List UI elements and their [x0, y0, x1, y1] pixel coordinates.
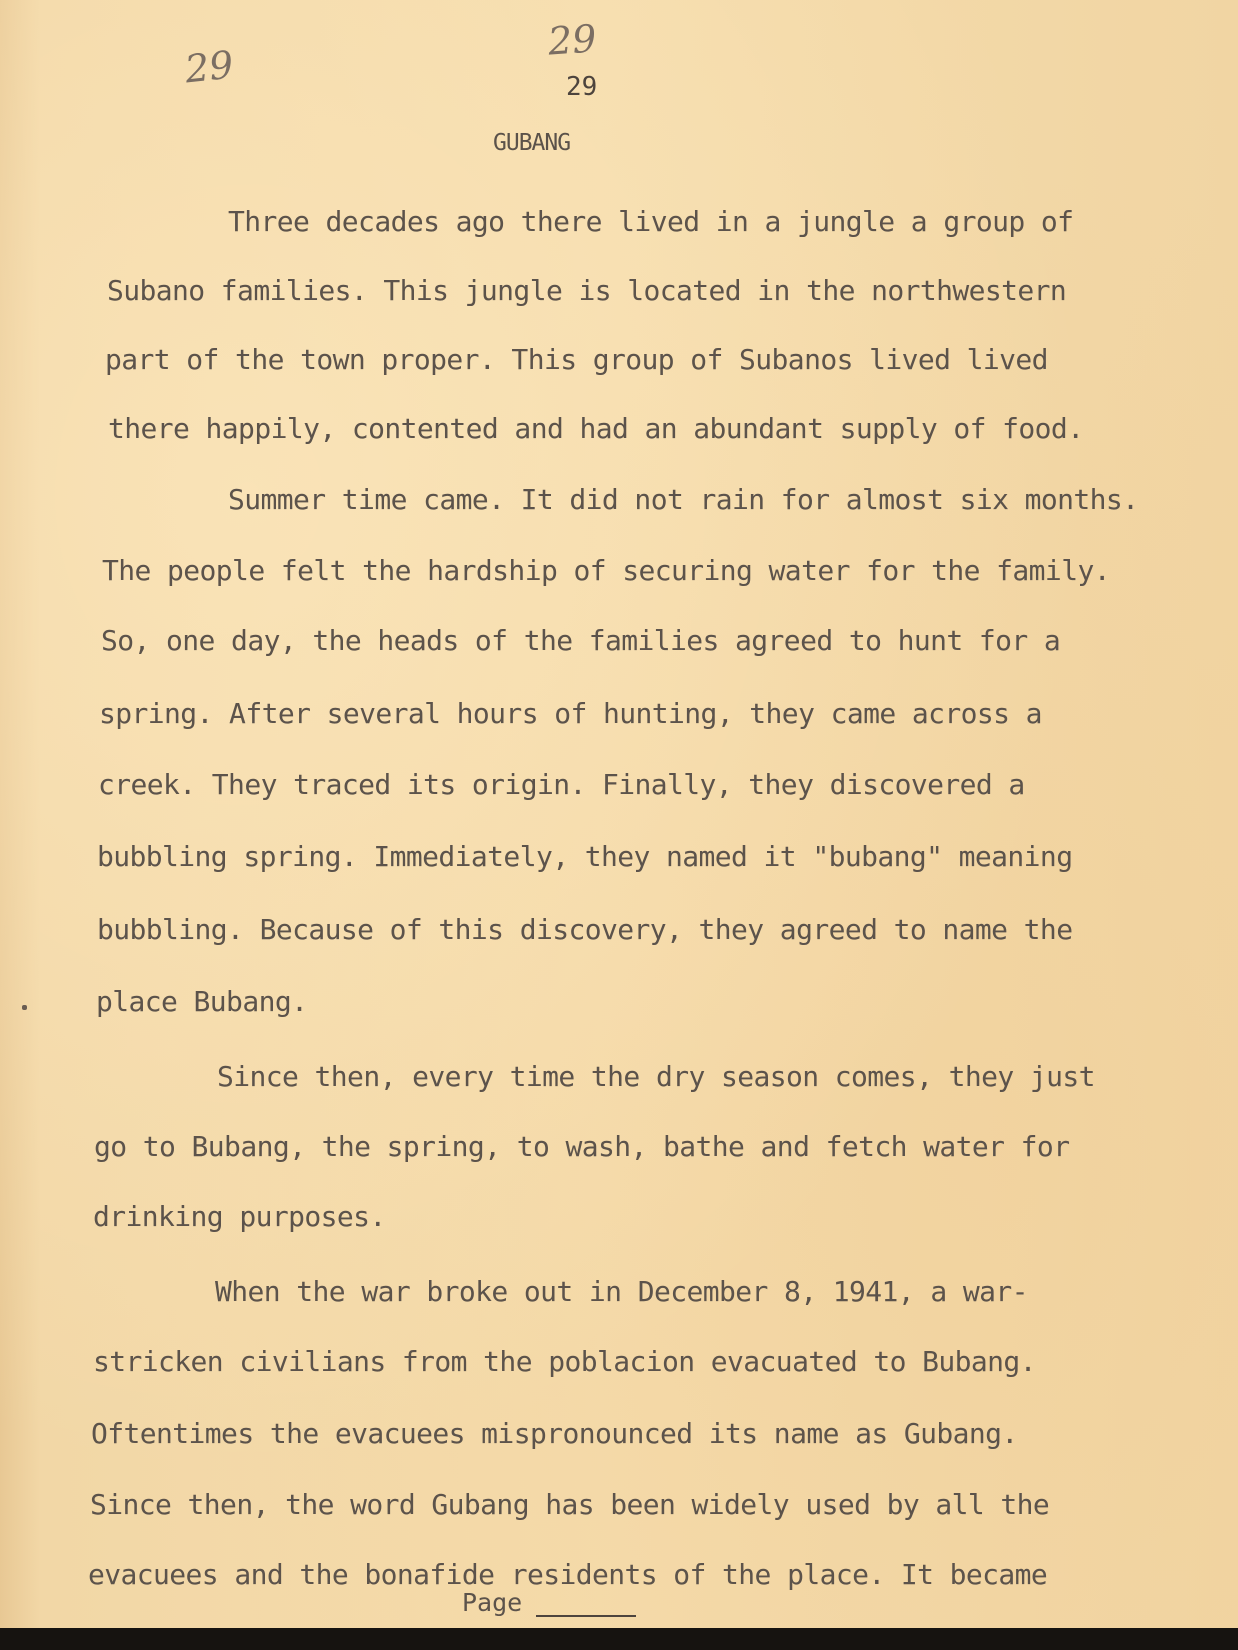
text-line: part of the town proper. This group of Subanos lived lived: [105, 343, 1048, 376]
text-line: spring. After several hours of hunting, they came across a: [99, 697, 1042, 730]
handwritten-page-mark-left: 29: [182, 42, 236, 92]
text-line: creek. They traced its origin. Finally, they discovered a: [98, 768, 1025, 801]
document-title: GUBANG: [493, 130, 571, 156]
text-line: When the war broke out in December 8, 1941, a war-: [215, 1275, 1028, 1308]
text-line: Oftentimes the evacuees mispronounced its name as Gubang.: [91, 1417, 1018, 1450]
page-footer: [462, 1588, 636, 1617]
text-line: drinking purposes.: [93, 1200, 386, 1233]
footer-page-label: Page: [462, 1588, 523, 1617]
text-line: Summer time came. It did not rain for almost six months.: [228, 483, 1139, 516]
text-line: evacuees and the bonafide residents of the place. It became: [88, 1558, 1048, 1591]
page-number: 29: [566, 72, 598, 102]
text-line: go to Bubang, the spring, to wash, bathe and fetch water for: [94, 1130, 1070, 1163]
text-line: there happily, contented and had an abundant supply of food.: [108, 412, 1084, 445]
text-line: Three decades ago there lived in a jungle a group of: [228, 205, 1074, 238]
text-line: Subano families. This jungle is located in the northwestern: [107, 274, 1067, 307]
text-line: place Bubang.: [96, 985, 308, 1018]
margin-mark: [22, 1005, 27, 1010]
text-line: stricken civilians from the poblacion evacuated to Bubang.: [93, 1345, 1036, 1378]
text-line: bubbling. Because of this discovery, they agreed to name the: [97, 913, 1073, 946]
page-number-blank: [536, 1595, 636, 1617]
text-line: bubbling spring. Immediately, they named it "bubang" meaning: [97, 840, 1073, 873]
text-line: Since then, the word Gubang has been widely used by all the: [90, 1488, 1050, 1521]
handwritten-page-mark-center: 29: [546, 16, 598, 64]
text-line: Since then, every time the dry season comes, they just: [217, 1060, 1095, 1093]
text-line: The people felt the hardship of securing water for the family.: [102, 554, 1110, 587]
text-line: So, one day, the heads of the families agreed to hunt for a: [101, 624, 1061, 657]
scan-bottom-edge: [0, 1628, 1238, 1650]
